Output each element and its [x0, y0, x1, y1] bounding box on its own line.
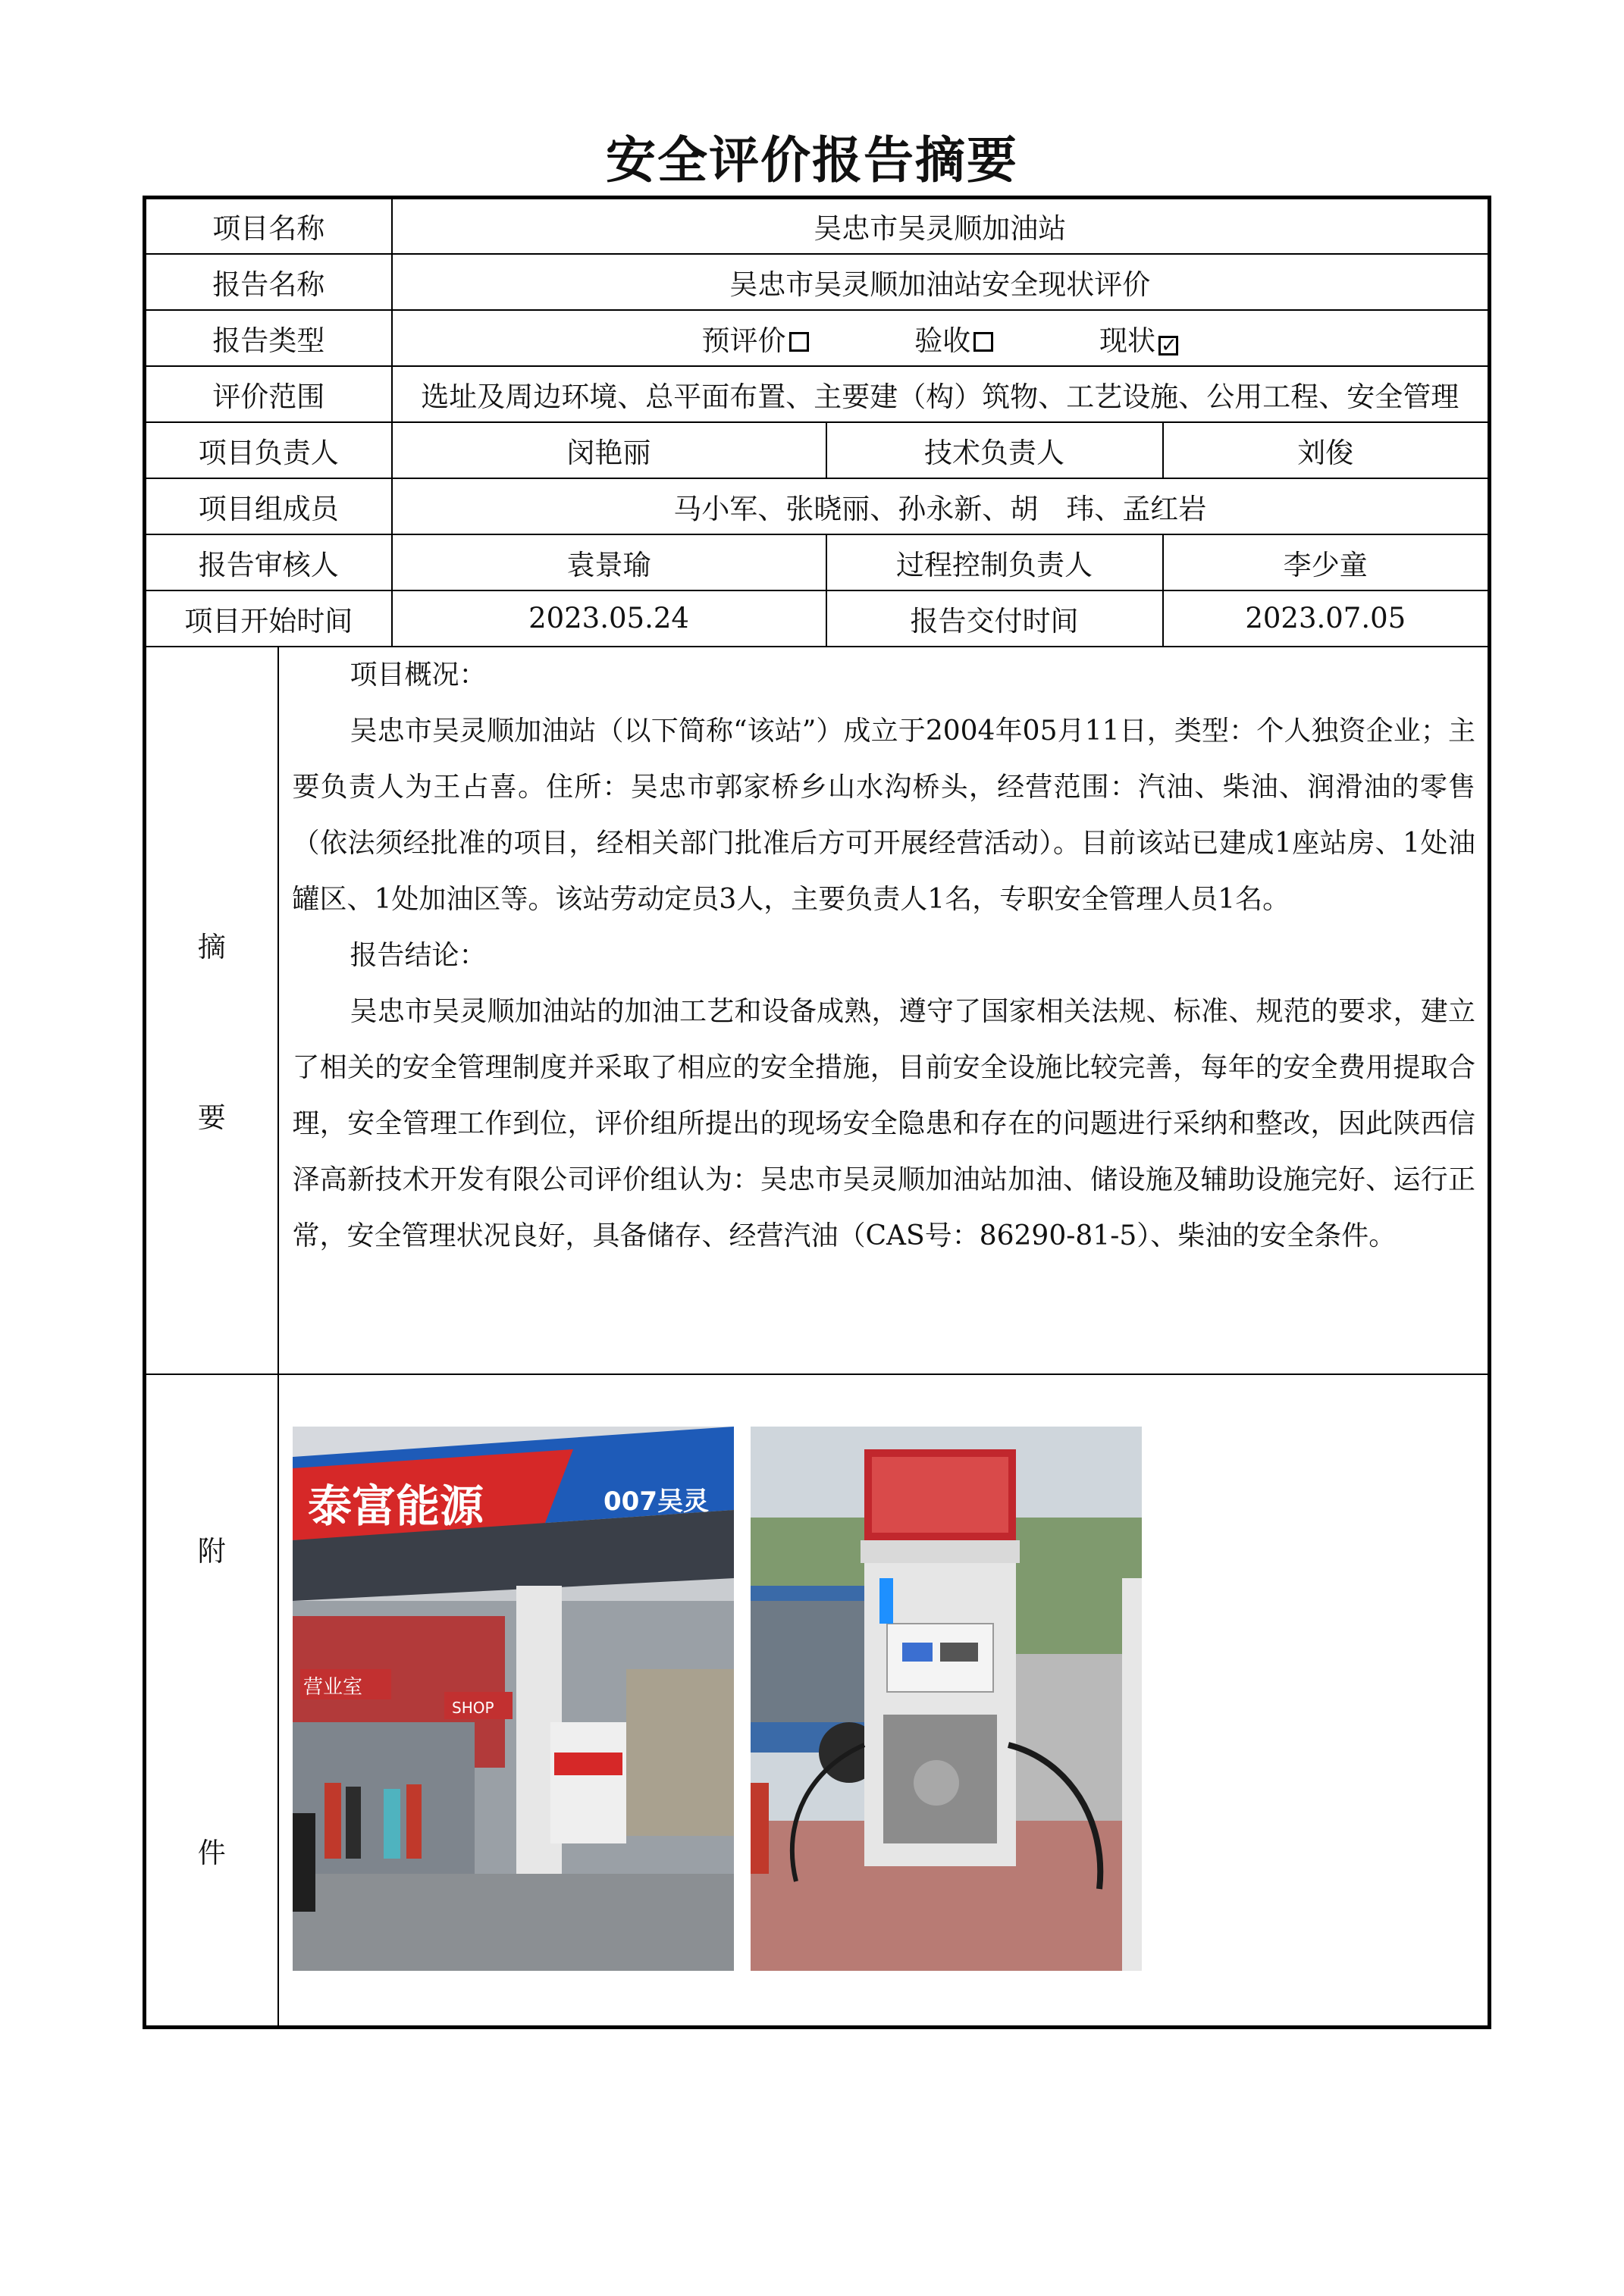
row-leader: [145, 422, 1490, 478]
report-type-label: 报告类型: [145, 310, 392, 366]
attachment-label-char-2: 件: [197, 1836, 226, 1869]
row-dates: [145, 590, 1490, 647]
overview-text: 吴忠市吴灵顺加油站（以下简称“该站”）成立于2004年05月11日，类型：个人独资企业；主要负责人为王占喜。住所：吴忠市郭家桥乡山水沟桥头，经营范围：汽油、柴油、润滑油的零售（依法须经批准的项目，经相关部门批准后方可开展经营活动）。目前该站已建成1座站房、1处油罐区、1处加油区等。该站劳动定员3人，主要负责人1名，专职安全管理人员1名。: [292, 715, 1476, 915]
reviewer-value: 袁景瑜: [392, 534, 826, 590]
option-pre-evaluation: [702, 318, 809, 359]
reviewer-label: 报告审核人: [145, 534, 392, 590]
checkbox-empty-icon: [789, 332, 809, 352]
row-attachment: [145, 1374, 1490, 2028]
option-current-status: [1099, 318, 1178, 359]
photo-fuel-dispenser: [751, 1427, 1142, 1971]
overview-heading: 项目概况：: [350, 659, 487, 691]
sign-main-text: 泰富能源: [307, 1480, 484, 1532]
checkbox-empty-icon: [973, 332, 993, 352]
start-date-value: 2023.05.24: [392, 590, 826, 647]
row-project-name: [145, 198, 1490, 254]
checkbox-checked-icon: ✓: [1158, 336, 1178, 356]
option-acceptance: [914, 318, 993, 359]
option-pre-evaluation-label: 预评价: [701, 324, 786, 357]
row-abstract: [145, 647, 1490, 1374]
shop-sign-1: 营业室: [303, 1675, 362, 1699]
abstract-label-char-1: 摘: [197, 930, 226, 963]
photo-gas-station: [293, 1427, 734, 1971]
scope-label: 评价范围: [145, 366, 392, 422]
leader-value: 闵艳丽: [392, 422, 826, 478]
attachment-label: [145, 1374, 278, 2028]
project-name-label: 项目名称: [145, 198, 392, 254]
shop-sign-2: SHOP: [451, 1698, 494, 1717]
tech-leader-value: 刘俊: [1163, 422, 1490, 478]
abstract-label-char-2: 要: [197, 1101, 226, 1134]
tech-leader-label: 技术负责人: [826, 422, 1163, 478]
report-name-label: 报告名称: [145, 254, 392, 310]
members-value: 马小军、张晓丽、孙永新、胡 玮、孟红岩: [392, 478, 1490, 534]
abstract-content: [278, 647, 1490, 1374]
report-name-value: 吴忠市吴灵顺加油站安全现状评价: [392, 254, 1490, 310]
attachment-photos: [278, 1374, 1490, 2028]
process-control-label: 过程控制负责人: [826, 534, 1163, 590]
row-reviewer: [145, 534, 1490, 590]
gas-station-image: [293, 1427, 734, 1971]
row-report-name: [145, 254, 1490, 310]
abstract-label: [145, 647, 278, 1374]
sign-side-text: 007吴灵: [603, 1486, 709, 1517]
start-date-label: 项目开始时间: [145, 590, 392, 647]
summary-table: [143, 196, 1491, 2029]
scope-value: 选址及周边环境、总平面布置、主要建（构）筑物、工艺设施、公用工程、安全管理: [392, 366, 1490, 422]
delivery-date-value: 2023.07.05: [1163, 590, 1490, 647]
process-control-value: 李少童: [1163, 534, 1490, 590]
attachment-label-char-1: 附: [197, 1534, 226, 1568]
report-type-options: [392, 310, 1490, 366]
leader-label: 项目负责人: [145, 422, 392, 478]
row-members: [145, 478, 1490, 534]
members-label: 项目组成员: [145, 478, 392, 534]
row-report-type: [145, 310, 1490, 366]
delivery-date-label: 报告交付时间: [826, 590, 1163, 647]
option-acceptance-label: 验收: [914, 324, 971, 357]
project-name-value: 吴忠市吴灵顺加油站: [392, 198, 1490, 254]
option-current-status-label: 现状: [1099, 324, 1156, 357]
conclusion-heading: 报告结论：: [350, 939, 487, 971]
conclusion-text: 吴忠市吴灵顺加油站的加油工艺和设备成熟，遵守了国家相关法规、标准、规范的要求，建立了相关的安全管理制度并采取了相应的安全措施，目前安全设施比较完善，每年的安全费用提取合理，安全管理工作到位，评价组所提出的现场安全隐患和存在的问题进行采纳和整改，因此陕西信泽高新技术开发有限公司评价组认为：吴忠市吴灵顺加油站加油、储设施及辅助设施完好、运行正常，安全管理状况良好，具备储存、经营汽油（CAS号：86290-81-5）、柴油的安全条件。: [292, 995, 1476, 1251]
fuel-dispenser-image: [751, 1427, 1142, 1971]
page-title: 安全评价报告摘要: [606, 131, 1018, 190]
row-scope: [145, 366, 1490, 422]
